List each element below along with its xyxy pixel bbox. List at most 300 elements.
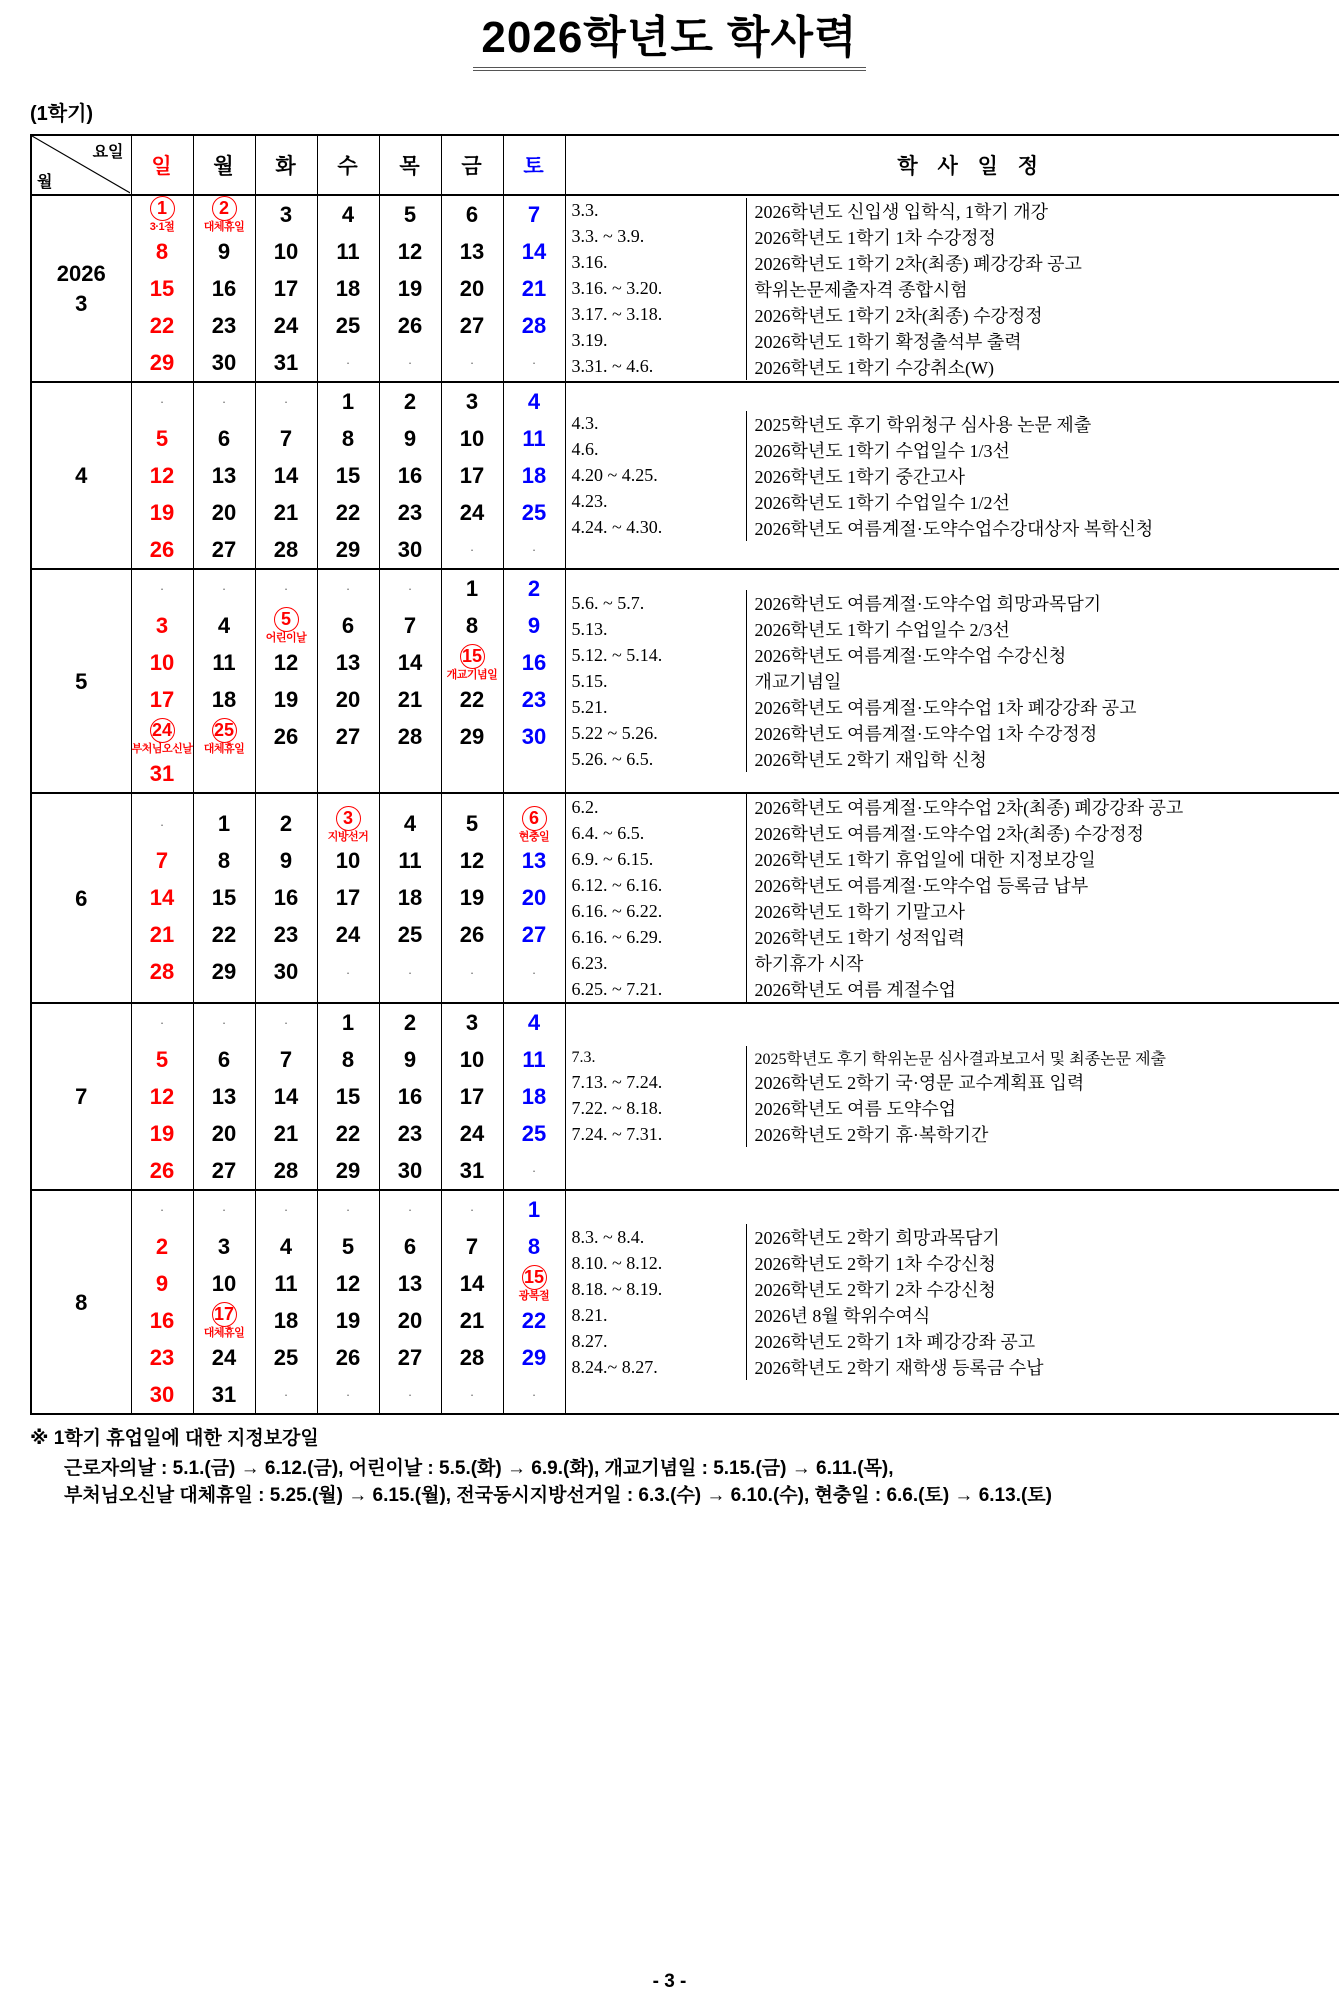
- day-cell: ·: [531, 1163, 537, 1179]
- weekday-column-1: [193, 569, 255, 793]
- schedule-date: 7.13. ~ 7.24.: [566, 1069, 747, 1095]
- day-cell: 4: [217, 612, 231, 638]
- schedule-date: 3.3. ~ 3.9.: [566, 224, 747, 250]
- day-cell: 3: [155, 612, 169, 638]
- day-cell: ·: [159, 816, 165, 832]
- day-cell: ·: [469, 542, 475, 558]
- day-cell: 13: [211, 462, 237, 488]
- weekday-column-6: [503, 1190, 565, 1414]
- weekday-column-5: [441, 569, 503, 793]
- day-cell: 1: [341, 1009, 355, 1035]
- day-cell: 16: [397, 462, 423, 488]
- month-name-line: 2026: [56, 261, 106, 287]
- month-row: [31, 793, 1339, 1003]
- schedule-text: 2025학년도 후기 학위논문 심사결과보고서 및 최종논문 제출: [754, 1051, 1166, 1069]
- day-cell: 4: [341, 201, 355, 227]
- day-cell: 27: [521, 922, 547, 948]
- day-cell: 6: [341, 612, 355, 638]
- day-cell: 2: [403, 1009, 417, 1035]
- schedule-date: 3.3.: [566, 198, 747, 224]
- day-cell: 31: [211, 1381, 237, 1407]
- schedule-date: 5.22 ~ 5.26.: [566, 720, 747, 746]
- day-cell: ·: [531, 542, 537, 558]
- schedule-text: 2026학년도 여름계절·도약수업 2차(최종) 수강정정: [754, 824, 1144, 845]
- schedule-date: 3.31. ~ 4.6.: [566, 354, 747, 380]
- schedule-row: [566, 354, 1339, 380]
- schedule-date: 8.18. ~ 8.19.: [566, 1276, 747, 1302]
- schedule-text: 2026학년도 2학기 재학생 등록금 수납: [754, 1358, 1044, 1379]
- day-cell: 14: [273, 462, 299, 488]
- weekday-column-1: [193, 1003, 255, 1190]
- day-cell: 19: [149, 1120, 175, 1146]
- day-cell: 17: [273, 275, 299, 301]
- day-cell: 14: [459, 1270, 485, 1296]
- schedule-text: 2026학년도 여름 도약수업: [754, 1099, 956, 1120]
- day-cell: 24: [211, 1344, 237, 1370]
- day-cell: 13: [521, 848, 547, 874]
- schedule-date: 7.3.: [566, 1046, 747, 1069]
- header-weekday-thu: 목: [379, 135, 441, 195]
- day-cell: 17: [459, 1083, 485, 1109]
- footnote-heading: ※ 1학기 휴업일에 대한 지정보강일: [30, 1428, 319, 1450]
- month-row: [31, 1190, 1339, 1414]
- day-cell: 22: [335, 1120, 361, 1146]
- month-name-line: 4: [75, 463, 88, 489]
- weekday-column-2: [255, 793, 317, 1003]
- schedule-text: 2026학년도 2학기 희망과목담기: [754, 1228, 1000, 1249]
- day-cell: 8: [341, 425, 355, 451]
- day-cell: 10: [459, 425, 485, 451]
- month-row: [31, 382, 1339, 569]
- day-cell: [504, 755, 565, 792]
- day-cell: 14: [521, 238, 547, 264]
- day-cell: ·: [345, 581, 351, 597]
- day-cell: 30: [397, 1157, 423, 1183]
- day-cell: ·: [407, 581, 413, 597]
- weekday-column-5: [441, 382, 503, 569]
- day-cell: 6: [217, 425, 231, 451]
- day-cell: 3: [465, 1009, 479, 1035]
- schedule-cell: [565, 1003, 1339, 1190]
- day-cell: 31: [273, 349, 299, 375]
- month-name-cell: [31, 195, 131, 382]
- weekday-column-3: [317, 382, 379, 569]
- schedule-text: 2026학년도 여름계절·도약수업 수강신청: [754, 646, 1067, 667]
- day-cell: 23: [397, 1120, 423, 1146]
- day-cell: 24: [273, 312, 299, 338]
- day-cell: ·: [221, 1202, 227, 1218]
- day-cell: [194, 1302, 255, 1339]
- header-weekday-sun: 일: [131, 135, 193, 195]
- weekday-column-4: [379, 195, 441, 382]
- day-cell: 26: [273, 723, 299, 749]
- schedule-row: [566, 224, 1339, 250]
- day-cell: 22: [521, 1307, 547, 1333]
- day-cell: 8: [217, 848, 231, 874]
- day-cell: ·: [159, 394, 165, 410]
- day-cell: 28: [459, 1344, 485, 1370]
- day-cell: 26: [459, 922, 485, 948]
- schedule-date: 3.16. ~ 3.20.: [566, 276, 747, 302]
- weekday-column-4: [379, 1190, 441, 1414]
- weekday-column-6: [503, 195, 565, 382]
- day-cell: ·: [283, 1015, 289, 1031]
- day-cell: 17: [149, 686, 175, 712]
- day-cell: ·: [221, 1015, 227, 1031]
- day-cell: 25: [273, 1344, 299, 1370]
- header-weekday-fri: 금: [441, 135, 503, 195]
- day-cell: 15: [211, 885, 237, 911]
- day-cell: 2: [403, 388, 417, 414]
- header-label-month: 월: [37, 174, 53, 192]
- schedule-date: 5.13.: [566, 616, 747, 642]
- day-cell: 4: [403, 811, 417, 837]
- day-cell: 10: [149, 649, 175, 675]
- weekday-column-1: [193, 1190, 255, 1414]
- schedule-table: [566, 794, 1339, 1002]
- schedule-row: [566, 1224, 1339, 1250]
- day-cell: 18: [335, 275, 361, 301]
- weekday-column-3: [317, 1003, 379, 1190]
- circled-holiday-number: 2: [212, 196, 237, 221]
- weekday-column-2: [255, 569, 317, 793]
- holiday-label: 대체휴일: [203, 1327, 245, 1340]
- circled-holiday-number: 1: [150, 196, 175, 221]
- title-container: [30, 0, 1309, 71]
- day-cell: 22: [335, 499, 361, 525]
- schedule-date: 4.20 ~ 4.25.: [566, 463, 747, 489]
- footnote-line-1: 근로자의날 : 5.1.(금) → 6.12.(금), 어린이날 : 5.5.(화) → 6.9.(화), 개교기념일 : 5.15.(금) → 6.11.(목),: [64, 1457, 894, 1479]
- day-cell: 19: [273, 686, 299, 712]
- schedule-date: 3.19.: [566, 328, 747, 354]
- schedule-text: 2026년 8월 학위수여식: [754, 1306, 931, 1327]
- day-cell: 9: [217, 238, 231, 264]
- day-cell: 26: [397, 312, 423, 338]
- day-cell: 28: [149, 959, 175, 985]
- day-cell: 27: [397, 1344, 423, 1370]
- day-cell: 12: [149, 1083, 175, 1109]
- schedule-text: 2026학년도 1학기 확정출석부 출력: [754, 331, 1022, 352]
- day-cell: 11: [274, 1270, 298, 1296]
- schedule-row: [566, 1302, 1339, 1328]
- month-row: [31, 1003, 1339, 1190]
- day-cell: 21: [149, 922, 175, 948]
- day-cell: 27: [211, 1157, 237, 1183]
- month-name-line: 7: [75, 1084, 88, 1110]
- schedule-date: 8.10. ~ 8.12.: [566, 1250, 747, 1276]
- weekday-column-1: [193, 793, 255, 1003]
- schedule-date: 6.2.: [566, 794, 747, 820]
- day-cell: 30: [397, 536, 423, 562]
- weekday-column-6: [503, 793, 565, 1003]
- schedule-text: 2026학년도 1학기 중간고사: [754, 466, 965, 487]
- schedule-row: [566, 198, 1339, 224]
- schedule-text: 학위논문제출자격 종합시험: [754, 279, 968, 300]
- day-cell: 27: [459, 312, 485, 338]
- day-cell: 23: [211, 312, 237, 338]
- weekday-column-5: [441, 1003, 503, 1190]
- schedule-row: [566, 437, 1339, 463]
- day-cell: ·: [469, 964, 475, 980]
- header-weekday-wed: 수: [317, 135, 379, 195]
- day-cell: 18: [397, 885, 423, 911]
- day-cell: 28: [521, 312, 547, 338]
- holiday-label: 광복절: [518, 1290, 550, 1303]
- day-cell: ·: [345, 1202, 351, 1218]
- day-cell: 18: [521, 1083, 547, 1109]
- day-cell: [442, 755, 503, 792]
- schedule-row: [566, 302, 1339, 328]
- day-cell: 3: [217, 1233, 231, 1259]
- header-weekday-tue: 화: [255, 135, 317, 195]
- circled-holiday-number: 3: [336, 806, 361, 831]
- day-cell: 19: [397, 275, 423, 301]
- day-cell: 11: [522, 425, 546, 451]
- academic-calendar-table: [30, 134, 1339, 1415]
- schedule-text: 2026학년도 2학기 국·영문 교수계획표 입력: [754, 1073, 1085, 1094]
- day-cell: 11: [336, 238, 360, 264]
- day-cell: [194, 755, 255, 792]
- schedule-cell: [565, 1190, 1339, 1414]
- day-cell: 26: [149, 1157, 175, 1183]
- schedule-text: 2026학년도 여름 계절수업: [754, 980, 956, 1001]
- day-cell: ·: [469, 1202, 475, 1218]
- day-cell: ·: [159, 1015, 165, 1031]
- month-name-cell: [31, 1003, 131, 1190]
- holiday-label: 현충일: [518, 830, 550, 843]
- day-cell: 17: [335, 885, 361, 911]
- day-cell: 6: [465, 201, 479, 227]
- schedule-table: [566, 411, 1339, 541]
- day-cell: 29: [335, 1157, 361, 1183]
- day-cell: 22: [211, 922, 237, 948]
- day-cell: ·: [283, 581, 289, 597]
- day-cell: 7: [155, 848, 169, 874]
- schedule-row: [566, 328, 1339, 354]
- schedule-table: [566, 198, 1339, 380]
- schedule-row: [566, 694, 1339, 720]
- schedule-text: 2026학년도 1학기 수업일수 1/2선: [754, 492, 1010, 513]
- day-cell: 18: [211, 686, 237, 712]
- day-cell: ·: [531, 1387, 537, 1403]
- schedule-row: [566, 1250, 1339, 1276]
- day-cell: ·: [283, 1387, 289, 1403]
- day-cell: 28: [273, 536, 299, 562]
- day-cell: 11: [212, 649, 236, 675]
- day-cell: 29: [459, 723, 485, 749]
- day-cell: 9: [155, 1270, 169, 1296]
- day-cell: 27: [335, 723, 361, 749]
- month-row: [31, 569, 1339, 793]
- day-cell: 1: [341, 388, 355, 414]
- schedule-text: 2026학년도 2학기 2차 수강신청: [754, 1280, 996, 1301]
- weekday-column-2: [255, 1190, 317, 1414]
- day-cell: 5: [155, 1046, 169, 1072]
- day-cell: 4: [279, 1233, 293, 1259]
- day-cell: 12: [459, 848, 485, 874]
- day-cell: 17: [459, 462, 485, 488]
- schedule-date: 5.12. ~ 5.14.: [566, 642, 747, 668]
- circled-holiday-number: 17: [212, 1302, 237, 1327]
- day-cell: 2: [155, 1233, 169, 1259]
- day-cell: [194, 718, 255, 755]
- day-cell: 23: [521, 686, 547, 712]
- holiday-label: 개교기념일: [446, 669, 498, 682]
- holiday-label: 대체휴일: [203, 743, 245, 756]
- schedule-text: 2026학년도 1학기 기말고사: [754, 902, 965, 923]
- header-label-dayofweek: 요일: [92, 144, 124, 162]
- schedule-cell: [565, 382, 1339, 569]
- day-cell: ·: [407, 1387, 413, 1403]
- weekday-column-0: [131, 382, 193, 569]
- schedule-row: [566, 463, 1339, 489]
- schedule-table: [566, 1046, 1339, 1147]
- schedule-row: [566, 1046, 1339, 1069]
- schedule-cell: [565, 195, 1339, 382]
- circled-holiday-number: 5: [274, 607, 299, 632]
- day-cell: 8: [527, 1233, 541, 1259]
- day-cell: 8: [341, 1046, 355, 1072]
- schedule-text: 2026학년도 신입생 입학식, 1학기 개강: [754, 201, 1049, 222]
- day-cell: 28: [273, 1157, 299, 1183]
- schedule-row: [566, 642, 1339, 668]
- day-cell: 16: [149, 1307, 175, 1333]
- schedule-date: 5.6. ~ 5.7.: [566, 590, 747, 616]
- weekday-column-2: [255, 1003, 317, 1190]
- month-row: [31, 195, 1339, 382]
- semester-label: (1학기): [30, 103, 94, 126]
- weekday-column-4: [379, 382, 441, 569]
- day-cell: [504, 806, 565, 843]
- day-cell: 10: [211, 1270, 237, 1296]
- day-cell: ·: [469, 1387, 475, 1403]
- header-schedule: 학 사 일 정: [565, 135, 1339, 195]
- day-cell: 27: [211, 536, 237, 562]
- day-cell: ·: [407, 355, 413, 371]
- schedule-row: [566, 976, 1339, 1002]
- day-cell: 13: [459, 238, 485, 264]
- schedule-cell: [565, 569, 1339, 793]
- day-cell: 13: [335, 649, 361, 675]
- day-cell: ·: [283, 1202, 289, 1218]
- month-name-line: 3: [75, 290, 88, 316]
- header-weekday-sat: 토: [503, 135, 565, 195]
- day-cell: 9: [279, 848, 293, 874]
- schedule-row: [566, 276, 1339, 302]
- day-cell: 5: [403, 201, 417, 227]
- day-cell: [442, 644, 503, 681]
- day-cell: 29: [149, 349, 175, 375]
- day-cell: [194, 196, 255, 233]
- weekday-column-2: [255, 382, 317, 569]
- schedule-date: 5.15.: [566, 668, 747, 694]
- day-cell: 16: [211, 275, 237, 301]
- schedule-row: [566, 411, 1339, 437]
- schedule-text: 2026학년도 1학기 수업일수 2/3선: [754, 620, 1010, 641]
- schedule-date: 6.16. ~ 6.29.: [566, 924, 747, 950]
- schedule-text: 2026학년도 여름계절·도약수업 2차(최종) 폐강강좌 공고: [754, 798, 1184, 819]
- schedule-date: 5.26. ~ 6.5.: [566, 746, 747, 772]
- schedule-date: 6.12. ~ 6.16.: [566, 872, 747, 898]
- day-cell: 3: [465, 388, 479, 414]
- day-cell: 19: [335, 1307, 361, 1333]
- day-cell: 1: [217, 811, 231, 837]
- schedule-row: [566, 250, 1339, 276]
- schedule-text: 2026학년도 2학기 1차 폐강강좌 공고: [754, 1332, 1036, 1353]
- schedule-date: 5.21.: [566, 694, 747, 720]
- weekday-column-5: [441, 1190, 503, 1414]
- day-cell: 5: [155, 425, 169, 451]
- circled-holiday-number: 15: [522, 1265, 547, 1290]
- day-cell: ·: [283, 394, 289, 410]
- schedule-date: 8.3. ~ 8.4.: [566, 1224, 747, 1250]
- day-cell: ·: [469, 355, 475, 371]
- day-cell: 18: [521, 462, 547, 488]
- schedule-text: 2026학년도 여름계절·도약수업 희망과목담기: [754, 594, 1102, 615]
- day-cell: 4: [527, 1009, 541, 1035]
- schedule-row: [566, 1276, 1339, 1302]
- schedule-row: [566, 820, 1339, 846]
- day-cell: 31: [149, 760, 175, 786]
- day-cell: 16: [521, 649, 547, 675]
- footnote-block: [30, 1425, 1309, 1510]
- day-cell: 30: [211, 349, 237, 375]
- day-cell: 1: [465, 575, 479, 601]
- weekday-column-5: [441, 195, 503, 382]
- day-cell: 23: [397, 499, 423, 525]
- day-cell: [318, 806, 379, 843]
- day-cell: 19: [149, 499, 175, 525]
- schedule-date: 6.16. ~ 6.22.: [566, 898, 747, 924]
- schedule-text: 개교기념일: [754, 672, 842, 693]
- weekday-column-5: [441, 793, 503, 1003]
- day-cell: 12: [273, 649, 299, 675]
- day-cell: 8: [465, 612, 479, 638]
- schedule-text: 2026학년도 2학기 휴·복학기간: [754, 1125, 989, 1146]
- day-cell: 18: [273, 1307, 299, 1333]
- day-cell: 20: [397, 1307, 423, 1333]
- day-cell: 11: [522, 1046, 546, 1072]
- day-cell: 16: [397, 1083, 423, 1109]
- schedule-date: 8.21.: [566, 1302, 747, 1328]
- day-cell: 4: [527, 388, 541, 414]
- schedule-date: 4.23.: [566, 489, 747, 515]
- day-cell: 7: [279, 425, 293, 451]
- schedule-row: [566, 794, 1339, 820]
- schedule-date: 4.3.: [566, 411, 747, 437]
- schedule-date: 6.9. ~ 6.15.: [566, 846, 747, 872]
- day-cell: 15: [335, 462, 361, 488]
- day-cell: 20: [211, 499, 237, 525]
- schedule-text: 2026학년도 여름계절·도약수업 1차 수강정정: [754, 724, 1098, 745]
- day-cell: 25: [521, 499, 547, 525]
- weekday-column-6: [503, 569, 565, 793]
- day-cell: ·: [407, 964, 413, 980]
- table-header-row: [31, 135, 1339, 195]
- header-weekday-mon: 월: [193, 135, 255, 195]
- day-cell: 25: [521, 1120, 547, 1146]
- day-cell: 12: [335, 1270, 361, 1296]
- circled-holiday-number: 25: [212, 718, 237, 743]
- weekday-column-0: [131, 1003, 193, 1190]
- day-cell: 3: [279, 201, 293, 227]
- day-cell: 15: [149, 275, 175, 301]
- day-cell: 16: [273, 885, 299, 911]
- day-cell: 26: [335, 1344, 361, 1370]
- schedule-row: [566, 746, 1339, 772]
- schedule-row: [566, 898, 1339, 924]
- schedule-cell: [565, 793, 1339, 1003]
